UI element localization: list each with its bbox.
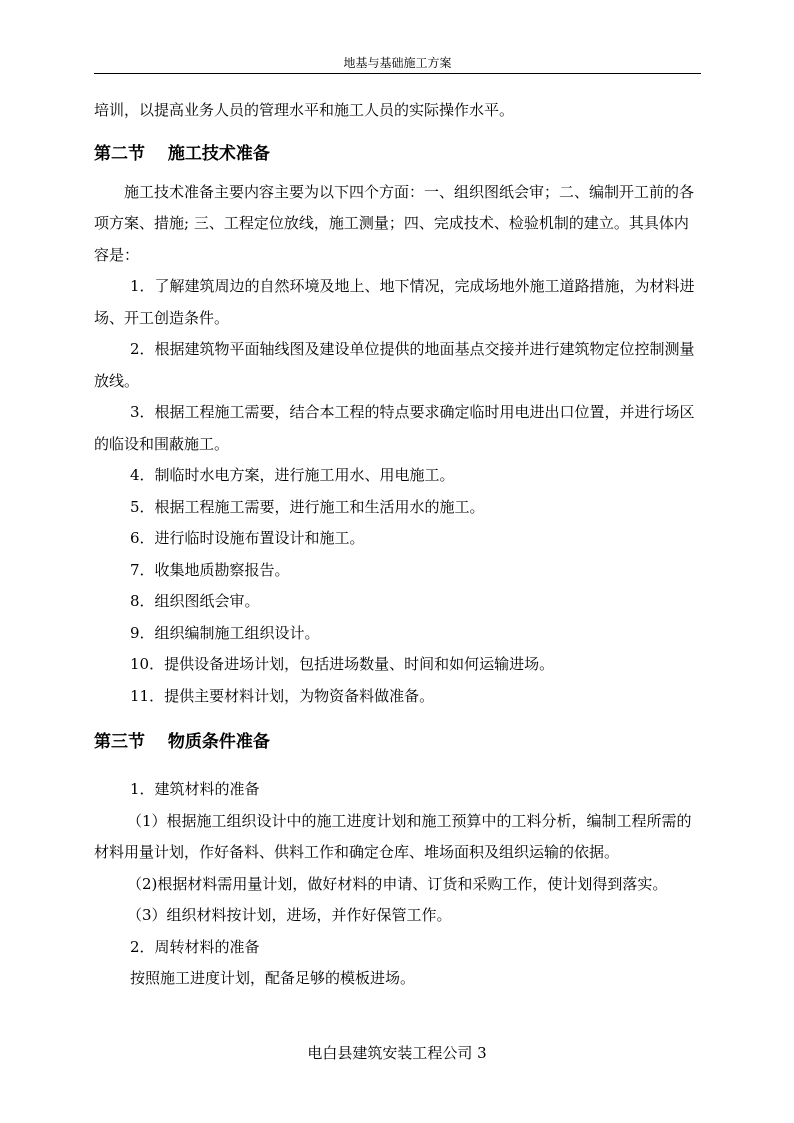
header-divider bbox=[94, 73, 701, 74]
page-footer: 电白县建筑安装工程公司 3 bbox=[307, 1044, 487, 1062]
list-item: 1．了解建筑周边的自然环境及地上、地下情况，完成场地外施工道路措施，为材料进场、开工创造条件。 bbox=[94, 277, 695, 327]
section-2-heading: 第二节 施工技术准备 bbox=[94, 143, 270, 164]
list-item: （1）根据施工组织设计中的施工进度计划和施工预算中的工料分析，编制工程所需的材料用量计划，作好备料、供料工作和确定仓库、堆场面积及组织运输的依据。 bbox=[94, 811, 692, 861]
list-item: 2．根据建筑物平面轴线图及建设单位提供的地面基点交接并进行建筑物定位控制测量放线。 bbox=[94, 340, 695, 390]
subsection-2-text: 按照施工进度计划，配备足够的模板进场。 bbox=[130, 969, 416, 987]
list-item: 8．组织图纸会审。 bbox=[130, 592, 260, 610]
list-item: 10．提供设备进场计划，包括进场数量、时间和如何运输进场。 bbox=[130, 655, 555, 673]
list-item: （2)根据材料需用量计划，做好材料的申请、订货和采购工作，使计划得到落实。 bbox=[127, 874, 668, 893]
section-2-intro: 施工技术准备主要内容主要为以下四个方面：一、组织图纸会审；二、编制开工前的各项方案、措施; 三、工程定位放线，施工测量；四、完成技术、检验机制的建立。其具体内容是： bbox=[94, 182, 695, 264]
running-header: 地基与基础施工方案 bbox=[343, 56, 452, 70]
document-body bbox=[94, 95, 701, 995]
intro-continuation: 培训，以提高业务人员的管理水平和施工人员的实际操作水平。 bbox=[94, 101, 515, 119]
list-item: 4．制临时水电方案，进行施工用水、用电施工。 bbox=[130, 466, 455, 484]
list-item: 5．根据工程施工需要，进行施工和生活用水的施工。 bbox=[130, 497, 485, 516]
subsection-1-title: 1．建筑材料的准备 bbox=[130, 780, 260, 798]
list-item: （3）组织材料按计划，进场，并作好保管工作。 bbox=[127, 906, 452, 924]
list-item: 9．组织编制施工组织设计。 bbox=[130, 623, 320, 642]
list-item: 3．根据工程施工需要，结合本工程的特点要求确定临时用电进出口位置，并进行场区的临设和围蔽施工。 bbox=[94, 403, 695, 453]
list-item: 7．收集地质勘察报告。 bbox=[130, 560, 290, 579]
subsection-2-title: 2．周转材料的准备 bbox=[130, 937, 260, 956]
list-item: 11．提供主要材料计划，为物资备料做准备。 bbox=[130, 686, 435, 705]
section-3-heading: 第三节 物质条件准备 bbox=[94, 732, 270, 752]
list-item: 6．进行临时设施布置设计和施工。 bbox=[130, 529, 365, 547]
